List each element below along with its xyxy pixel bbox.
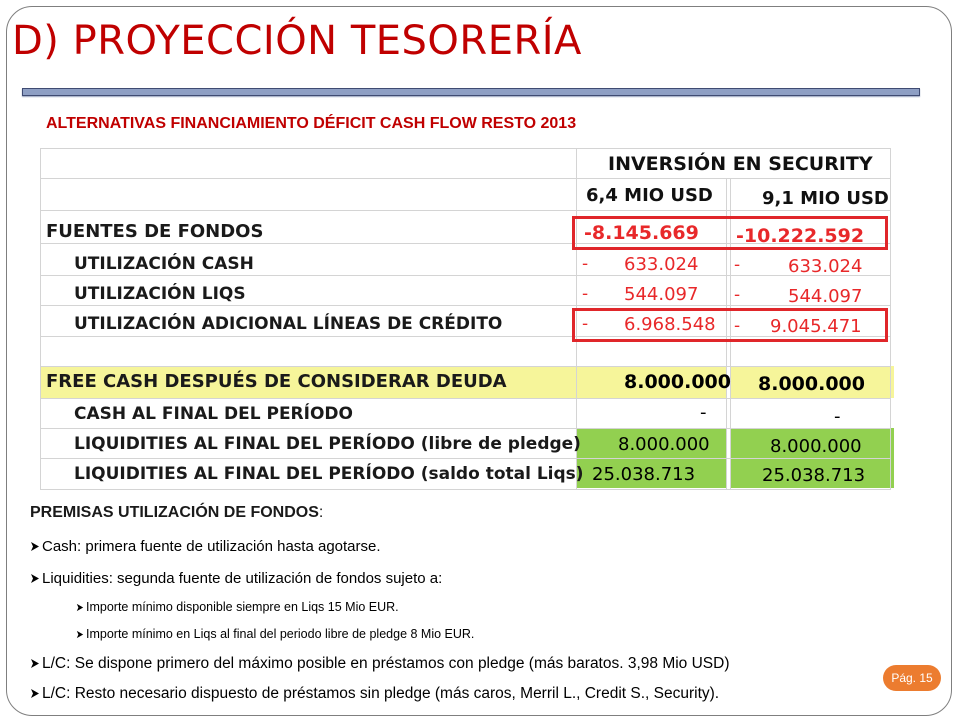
premisas-heading: PREMISAS UTILIZACIÓN DE FONDOS: bbox=[30, 504, 324, 521]
value-free-cash-col1: 8.000.000 bbox=[624, 371, 731, 393]
bullet-item: L/C: Se dispone primero del máximo posible en préstamos con pledge (más baratos. 3,98 Mio USD) bbox=[30, 655, 730, 673]
sub-bullet-item: Importe mínimo en Liqs al final del periodo libre de pledge 8 Mio EUR. bbox=[76, 627, 474, 641]
neg-sign: - bbox=[582, 284, 589, 304]
grid-line bbox=[40, 178, 890, 179]
grid-line bbox=[40, 398, 890, 399]
neg-sign: - bbox=[582, 254, 589, 274]
value-lineas-col1: 6.968.548 bbox=[624, 314, 716, 335]
row-label-free-cash: FREE CASH DESPUÉS DE CONSIDERAR DEUDA bbox=[46, 371, 507, 392]
title-divider bbox=[22, 88, 920, 96]
highlight-box-fuentes bbox=[572, 216, 888, 250]
bullet-item: Liquidities: segunda fuente de utilización de fondos sujeto a: bbox=[30, 570, 442, 587]
value-free-cash-col2: 8.000.000 bbox=[758, 373, 865, 395]
grid-line bbox=[40, 210, 890, 211]
row-label-cash: UTILIZACIÓN CASH bbox=[74, 254, 254, 274]
value-liq-libre-col2: 8.000.000 bbox=[770, 436, 862, 457]
grid-line bbox=[40, 458, 890, 459]
highlight-box-lineas bbox=[572, 308, 888, 342]
value-liqs-col1: 544.097 bbox=[624, 284, 699, 305]
value-liq-total-col1: 25.038.713 bbox=[592, 464, 696, 485]
value-cash-final-col1: - bbox=[700, 402, 707, 423]
row-label-liq-total: LIQUIDITIES AL FINAL DEL PERÍODO (saldo total Liqs) bbox=[74, 464, 584, 484]
grid-line bbox=[40, 489, 890, 490]
value-cash-col1: 633.024 bbox=[624, 254, 699, 275]
value-liq-libre-col1: 8.000.000 bbox=[618, 434, 710, 455]
arrow-bullet-icon bbox=[30, 573, 40, 584]
column-header-6-4: 6,4 MIO USD bbox=[586, 185, 713, 206]
arrow-bullet-icon bbox=[30, 688, 40, 699]
value-lineas-col2: 9.045.471 bbox=[770, 316, 862, 337]
neg-sign: - bbox=[734, 316, 741, 336]
value-fuentes-col1: -8.145.669 bbox=[584, 222, 699, 244]
row-label-fuentes: FUENTES DE FONDOS bbox=[46, 221, 264, 242]
grid-line bbox=[40, 275, 890, 276]
grid-line bbox=[40, 366, 890, 367]
grid-line bbox=[40, 305, 890, 306]
value-cash-final-col2: - bbox=[834, 406, 841, 427]
column-header-9-1: 9,1 MIO USD bbox=[762, 188, 889, 209]
bullet-item: Cash: primera fuente de utilización hasta agotarse. bbox=[30, 538, 381, 555]
group-header: INVERSIÓN EN SECURITY bbox=[608, 153, 873, 175]
grid-line bbox=[40, 148, 41, 490]
arrow-bullet-icon bbox=[76, 630, 84, 639]
sub-bullet-item: Importe mínimo disponible siempre en Liqs 15 Mio EUR. bbox=[76, 600, 399, 614]
slide-title: D) PROYECCIÓN TESORERÍA bbox=[12, 18, 582, 64]
row-label-lineas-credito: UTILIZACIÓN ADICIONAL LÍNEAS DE CRÉDITO bbox=[74, 314, 503, 334]
row-label-liq-libre: LIQUIDITIES AL FINAL DEL PERÍODO (libre de pledge) bbox=[74, 434, 581, 454]
row-label-cash-final: CASH AL FINAL DEL PERÍODO bbox=[74, 404, 353, 424]
grid-line bbox=[890, 148, 891, 490]
value-liq-total-col2: 25.038.713 bbox=[762, 465, 866, 486]
bullet-item: L/C: Resto necesario dispuesto de préstamos sin pledge (más caros, Merril L., Credit S., Security). bbox=[30, 685, 719, 703]
neg-sign: - bbox=[734, 255, 741, 275]
grid-line bbox=[40, 148, 890, 149]
grid-line bbox=[40, 428, 890, 429]
slide-subtitle: ALTERNATIVAS FINANCIAMIENTO DÉFICIT CASH FLOW RESTO 2013 bbox=[46, 115, 577, 132]
neg-sign: - bbox=[734, 285, 741, 305]
arrow-bullet-icon bbox=[76, 603, 84, 612]
neg-sign: - bbox=[582, 314, 589, 334]
arrow-bullet-icon bbox=[30, 658, 40, 669]
treasury-table bbox=[40, 148, 896, 490]
arrow-bullet-icon bbox=[30, 541, 40, 552]
value-fuentes-col2: -10.222.592 bbox=[736, 225, 865, 247]
row-label-liqs: UTILIZACIÓN LIQS bbox=[74, 284, 246, 304]
page-number-badge: Pág. 15 bbox=[883, 665, 941, 691]
value-cash-col2: 633.024 bbox=[788, 256, 863, 277]
value-liqs-col2: 544.097 bbox=[788, 286, 863, 307]
